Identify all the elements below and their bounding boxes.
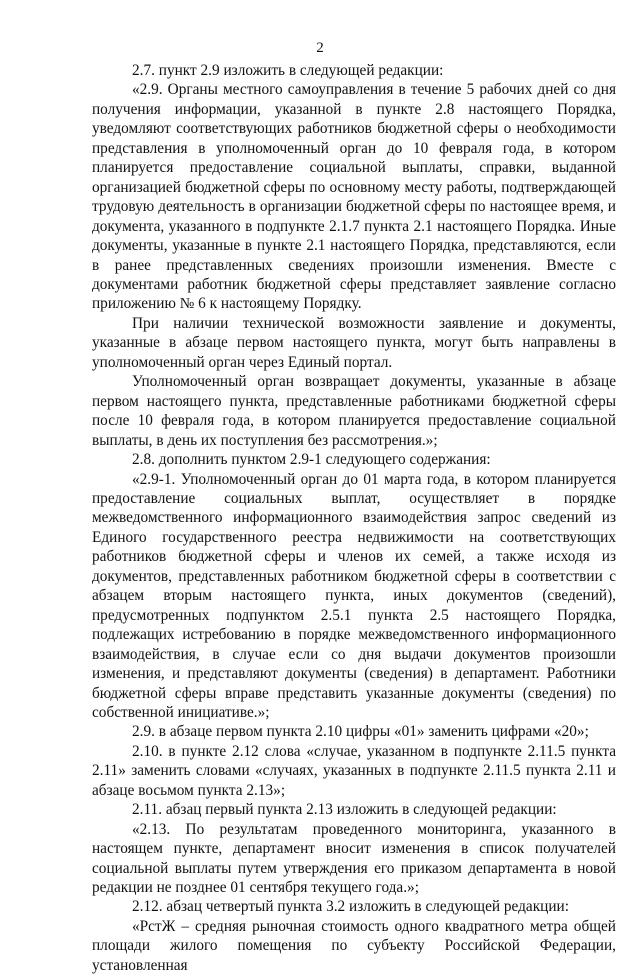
paragraph-rstzh-definition: «РстЖ – средняя рыночная стоимость одного квадратного метра общей площади жилого помещения по субъекту Российской Федерации, установленная (92, 917, 616, 974)
paragraph-2-9: 2.9. в абзаце первом пункта 2.10 цифры «01» заменить цифрами «20»; (132, 723, 589, 741)
page-number: 2 (316, 40, 324, 56)
paragraph-2-11: 2.11. абзац первый пункта 2.13 изложить в следующей редакции: (132, 801, 557, 819)
paragraph-2-8: 2.8. дополнить пунктом 2.9-1 следующего содержания: (132, 451, 491, 469)
paragraph-2-13-text: «2.13. По результатам проведенного мониторинга, указанного в настоящем пункте, департамент вносит изменения в список получателей социальной выплаты путем утверждения его приказом департамента в новой редакции не позднее 01 сентября текущего года.»; (92, 820, 616, 897)
document-body (92, 61, 616, 975)
paragraph-electronic-submission: При наличии технической возможности заявление и документы, указанные в абзаце первом настоящего пункта, могут быть направлены в уполномоченный орган через Единый портал. (92, 314, 616, 371)
paragraph-2-9-text: «2.9. Органы местного самоуправления в течение 5 рабочих дней со дня получения информации, указанной в пункте 2.8 настоящего Порядка, уведомляют соответствующих работников бюджетной сферы о необходимости представления в уполномоченный орган до 10 февраля года, в котором планируется предоставление социальной выплаты, справки, выданной организацией бюджетной сферы по основному месту работы, подтверждающей трудовую деятельность в организации бюджетной сферы по настоящее время, и документа, указанного в подпункте 2.1.7 пункта 2.1 настоящего Порядка. Иные документы, указанные в пункте 2.1 настоящего Порядка, представляются, если в ранее представленных сведениях произошли изменения. Вместе с документами работник бюджетной сферы представляет заявление согласно приложению № 6 к настоящему Порядку. (92, 81, 616, 313)
paragraph-2-7: 2.7. пункт 2.9 изложить в следующей редакции: (132, 62, 444, 79)
paragraph-2-10: 2.10. в пункте 2.12 слова «случае, указанном в подпункте 2.11.5 пункта 2.11» заменить словами «случаях, указанных в подпункте 2.11.5 пункта 2.11 и абзаце восьмом пункта 2.13»; (92, 742, 616, 799)
paragraph-2-12: 2.12. абзац четвертый пункта 3.2 изложить в следующей редакции: (132, 898, 569, 916)
paragraph-2-9-1-text: «2.9-1. Уполномоченный орган до 01 марта года, в котором планируется предоставление социальных выплат, осуществляет в порядке межведомственного информационного взаимодействия запрос сведений из Единого государственного реестра недвижимости на соответствующих работников бюджетной сферы и членов их семей, а также исходя из документов, представленных работником бюджетной сферы в соответствии с абзацем вторым настоящего пункта, иных документов (сведений), предусмотренных подпунктом 2.5.1 пункта 2.5 настоящего Порядка, подлежащих истребованию в порядке межведомственного информационного взаимодействия, в случае если со дня выдачи документов произошли изменения, и представляют документы (сведения) в департамент. Работники бюджетной сферы вправе представить указанные документы (сведения) по собственной инициативе.»; (92, 470, 616, 721)
paragraph-documents-return: Уполномоченный орган возвращает документы, указанные в абзаце первом настоящего пункта, представленные работниками бюджетной сферы после 10 февраля года, в котором планируется предоставление социальной выплаты, в день их поступления без рассмотрения.»; (92, 373, 616, 449)
